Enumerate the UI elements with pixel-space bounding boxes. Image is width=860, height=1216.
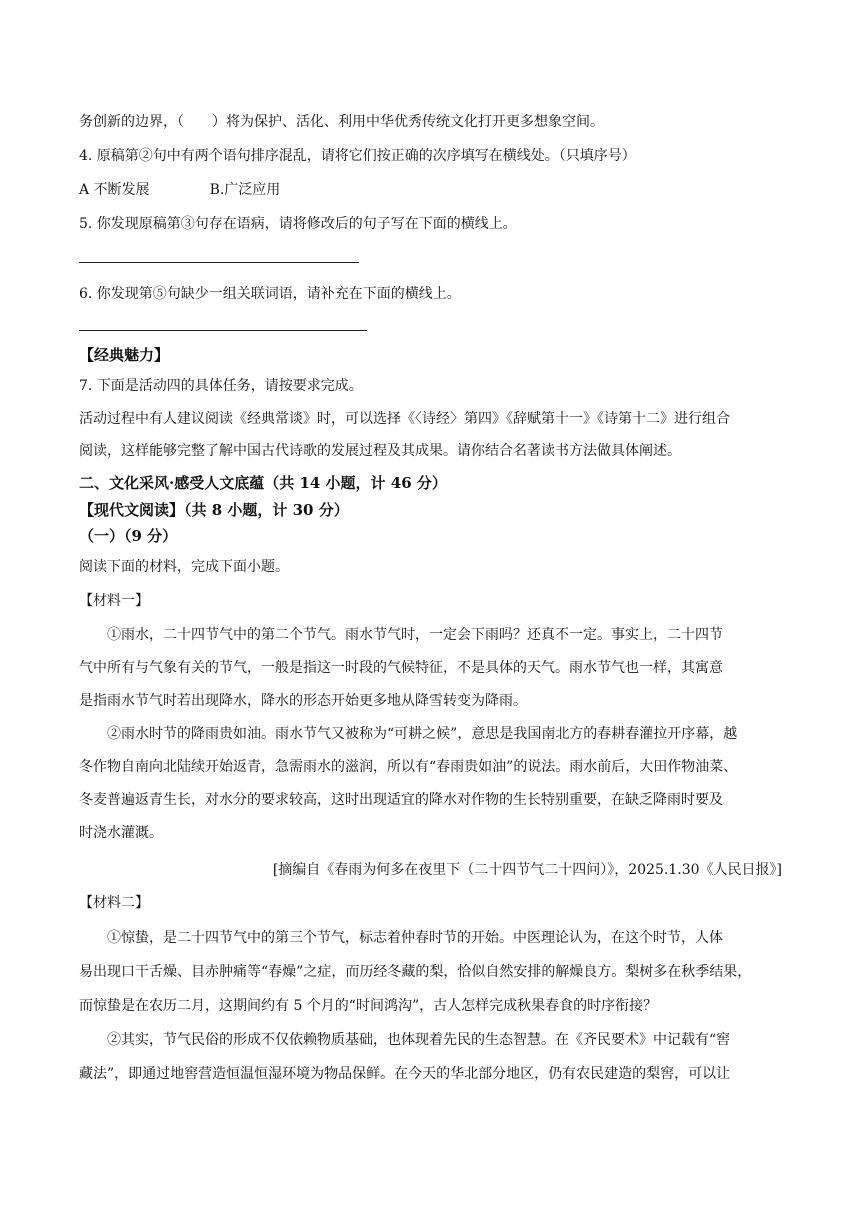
material-one-text: 冬麦普遍返青生长，对水分的要求较高，这时出现适宜的降水对作物的生长特别重要，在缺乏降雨时要及: [79, 792, 723, 808]
question-5: 5. 你发现原稿第③句存在语病，请将修改后的句子写在下面的横线上。: [79, 216, 517, 232]
option-b: B.广泛应用: [209, 182, 281, 198]
continued-line: 务创新的边界，（ ）将为保护、活化、利用中华优秀传统文化打开更多想象空间。: [79, 114, 604, 130]
material-two-text: 易出现口干舌燥、目赤肿痛等“春燥”之症，而历经冬藏的梨，恰似自然安排的解燥良方。梨树多在秋季结果，: [79, 964, 752, 980]
modern-reading-heading: 【现代文阅读】（共 8 小题，计 30 分）: [79, 501, 349, 519]
subsection-heading: （一）（9 分）: [79, 527, 178, 545]
answer-line-q6[interactable]: [79, 330, 367, 331]
material-one-label: 【材料一】: [79, 593, 149, 609]
material-one-text: 冬作物自南向北陆续开始返青，急需雨水的滋润，所以有“春雨贵如油”的说法。雨水前后，大田作物油菜、: [79, 759, 738, 775]
material-one-text: 时浇水灌溉。: [79, 825, 163, 841]
material-two-text: 藏法”，即通过地窖营造恒温恒湿环境为物品保鲜。在今天的华北部分地区，仍有农民建造的梨窖，可以让: [79, 1066, 731, 1082]
answer-line-q5[interactable]: [79, 262, 359, 263]
option-a: A 不断发展: [79, 182, 150, 198]
part-two-heading: 二、文化采风·感受人文底蕴（共 14 小题，计 46 分）: [79, 474, 447, 492]
material-two-text: ②其实，节气民俗的形成不仅依赖物质基础，也体现着先民的生态智慧。在《齐民要术》中记载有“窖: [107, 1032, 731, 1048]
material-two-text: 而惊蛰是在农历二月，这期间约有 5 个月的“时间鸿沟”，古人怎样完成秋果春食的时序衔接？: [79, 998, 658, 1014]
section-classic: 【经典魅力】: [79, 346, 170, 364]
material-one-text: ②雨水时节的降雨贵如油。雨水节气又被称为“可耕之候”，意思是我国南北方的春耕春灌拉开序幕，越: [107, 726, 738, 742]
question-6: 6. 你发现第⑤句缺少一组关联词语，请补充在下面的横线上。: [79, 286, 461, 302]
material-one-text: 气中所有与气象有关的节气，一般是指这一时段的气候特征，不是具体的天气。雨水节气也一样，其寓意: [79, 660, 723, 676]
question-7-para: 阅读，这样能够完整了解中国古代诗歌的发展过程及其成果。请你结合名著读书方法做具体阐述。: [79, 443, 681, 459]
instruction: 阅读下面的材料，完成下面小题。: [79, 559, 289, 575]
source-citation: [摘编自《春雨为何多在夜里下（二十四节气二十四问）》，2025.1.30《人民日报》]: [272, 862, 782, 878]
question-4: 4. 原稿第②句中有两个语句排序混乱，请将它们按正确的次序填写在横线处。（只填序号）: [79, 148, 636, 164]
material-one-text: ①雨水，二十四节气中的第二个节气。雨水节气时，一定会下雨吗？还真不一定。事实上，二十四节: [107, 627, 723, 643]
material-one-text: 是指雨水节气时若出现降水，降水的形态开始更多地从降雪转变为降雨。: [79, 693, 527, 709]
question-4-options: [79, 180, 782, 200]
material-two-text: ①惊蛰，是二十四节气中的第三个节气，标志着仲春时节的开始。中医理论认为，在这个时节，人体: [107, 930, 723, 946]
question-7: 7. 下面是活动四的具体任务，请按要求完成。: [79, 378, 363, 394]
material-two-label: 【材料二】: [79, 895, 149, 911]
question-7-para: 活动过程中有人建议阅读《经典常谈》时，可以选择《〈诗经〉第四》《辞赋第十一》《诗第十二》进行组合: [79, 411, 730, 427]
